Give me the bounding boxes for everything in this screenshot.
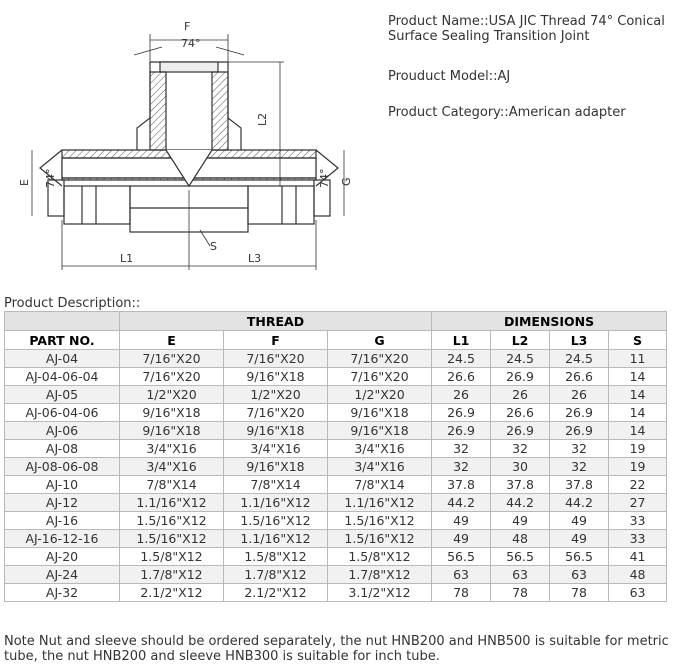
cell-part-no: AJ-32 [5, 584, 120, 602]
dim-label-angle-top: 74° [181, 37, 201, 50]
cell-l3: 24.5 [550, 350, 609, 368]
cell-g: 1.5/8"X12 [328, 548, 432, 566]
table-row [5, 368, 667, 386]
header-e: E [120, 331, 224, 350]
header-dimensions: DIMENSIONS [432, 312, 667, 331]
cell-f: 1.5/16"X12 [224, 512, 328, 530]
dim-label-g: G [340, 177, 353, 186]
dim-label-angle-left: 74° [44, 168, 57, 188]
dim-label-l2: L2 [256, 112, 269, 126]
dim-label-l3: L3 [248, 252, 262, 265]
cell-g: 7/16"X20 [328, 350, 432, 368]
cell-s: 14 [609, 368, 667, 386]
cell-l1: 26.9 [432, 404, 491, 422]
cell-f: 7/8"X14 [224, 476, 328, 494]
table-row [5, 548, 667, 566]
cell-l3: 78 [550, 584, 609, 602]
cell-l2: 30 [491, 458, 550, 476]
cell-l3: 32 [550, 458, 609, 476]
cell-l2: 48 [491, 530, 550, 548]
table-sub-header-row [5, 331, 667, 350]
cell-l3: 37.8 [550, 476, 609, 494]
cell-part-no: AJ-05 [5, 386, 120, 404]
table-row [5, 530, 667, 548]
dim-label-l1: L1 [120, 252, 134, 265]
cell-e: 7/8"X14 [120, 476, 224, 494]
cell-f: 9/16"X18 [224, 458, 328, 476]
cell-g: 1.7/8"X12 [328, 566, 432, 584]
cell-part-no: AJ-08-06-08 [5, 458, 120, 476]
header-blank [5, 312, 120, 331]
tee-fitting-drawing [0, 0, 370, 295]
cell-l2: 78 [491, 584, 550, 602]
cell-l3: 32 [550, 440, 609, 458]
cell-l3: 63 [550, 566, 609, 584]
ordering-note: Note Nut and sleeve should be ordered separately, the nut HNB200 and HNB500 is suitable for metric tube, the nut HNB200 and sleeve HNB300 is suitable for inch tube. [4, 634, 669, 664]
cell-s: 14 [609, 386, 667, 404]
cell-s: 41 [609, 548, 667, 566]
cell-e: 1.5/16"X12 [120, 512, 224, 530]
cell-l1: 44.2 [432, 494, 491, 512]
cell-l2: 26 [491, 386, 550, 404]
cell-part-no: AJ-06-04-06 [5, 404, 120, 422]
cell-f: 9/16"X18 [224, 422, 328, 440]
cell-l1: 49 [432, 530, 491, 548]
table-row [5, 512, 667, 530]
table-group-header-row [5, 312, 667, 331]
cell-l1: 26.9 [432, 422, 491, 440]
cell-g: 9/16"X18 [328, 422, 432, 440]
cell-part-no: AJ-06 [5, 422, 120, 440]
cell-l1: 26 [432, 386, 491, 404]
product-category: Product Category::American adapter [388, 105, 626, 120]
cell-g: 1.1/16"X12 [328, 494, 432, 512]
cell-s: 48 [609, 566, 667, 584]
cell-l2: 49 [491, 512, 550, 530]
cell-f: 1.1/16"X12 [224, 530, 328, 548]
product-description-label: Product Description:: [4, 296, 141, 311]
cell-f: 1.1/16"X12 [224, 494, 328, 512]
cell-s: 33 [609, 512, 667, 530]
cell-s: 19 [609, 458, 667, 476]
cell-l1: 32 [432, 458, 491, 476]
cell-l1: 49 [432, 512, 491, 530]
table-row [5, 458, 667, 476]
cell-g: 9/16"X18 [328, 404, 432, 422]
header-l3: L3 [550, 331, 609, 350]
cell-l1: 63 [432, 566, 491, 584]
cell-s: 11 [609, 350, 667, 368]
cell-part-no: AJ-16 [5, 512, 120, 530]
table-row [5, 476, 667, 494]
cell-l2: 44.2 [491, 494, 550, 512]
dim-label-angle-right: 74° [318, 168, 331, 188]
table-row [5, 584, 667, 602]
cell-part-no: AJ-20 [5, 548, 120, 566]
cell-l1: 56.5 [432, 548, 491, 566]
product-name: Product Name::USA JIC Thread 74° Conical Surface Sealing Transition Joint [388, 14, 665, 44]
cell-l3: 56.5 [550, 548, 609, 566]
cell-l1: 32 [432, 440, 491, 458]
cell-e: 1.5/16"X12 [120, 530, 224, 548]
cell-e: 1/2"X20 [120, 386, 224, 404]
cell-f: 2.1/2"X12 [224, 584, 328, 602]
cell-f: 3/4"X16 [224, 440, 328, 458]
table-row [5, 386, 667, 404]
cell-e: 2.1/2"X12 [120, 584, 224, 602]
cell-g: 1.5/16"X12 [328, 530, 432, 548]
spec-table [4, 311, 667, 602]
table-row [5, 440, 667, 458]
product-model: Prouduct Model::AJ [388, 69, 511, 84]
header-l1: L1 [432, 331, 491, 350]
table-row [5, 350, 667, 368]
cell-g: 3/4"X16 [328, 458, 432, 476]
cell-e: 3/4"X16 [120, 440, 224, 458]
cell-e: 1.1/16"X12 [120, 494, 224, 512]
cell-l3: 49 [550, 512, 609, 530]
cell-s: 14 [609, 422, 667, 440]
cell-l3: 26.9 [550, 422, 609, 440]
header-s: S [609, 331, 667, 350]
header-g: G [328, 331, 432, 350]
cell-g: 1.5/16"X12 [328, 512, 432, 530]
cell-l1: 37.8 [432, 476, 491, 494]
cell-l2: 26.9 [491, 422, 550, 440]
cell-l2: 63 [491, 566, 550, 584]
header-thread: THREAD [120, 312, 432, 331]
dim-label-f: F [184, 20, 191, 33]
cell-g: 7/16"X20 [328, 368, 432, 386]
cell-part-no: AJ-04 [5, 350, 120, 368]
cell-part-no: AJ-24 [5, 566, 120, 584]
cell-part-no: AJ-04-06-04 [5, 368, 120, 386]
cell-g: 7/8"X14 [328, 476, 432, 494]
cell-e: 1.7/8"X12 [120, 566, 224, 584]
cell-s: 22 [609, 476, 667, 494]
cell-l1: 78 [432, 584, 491, 602]
cell-e: 3/4"X16 [120, 458, 224, 476]
cell-e: 9/16"X18 [120, 404, 224, 422]
cell-part-no: AJ-12 [5, 494, 120, 512]
cell-s: 33 [609, 530, 667, 548]
cell-l1: 24.5 [432, 350, 491, 368]
cell-l3: 26.6 [550, 368, 609, 386]
cell-s: 27 [609, 494, 667, 512]
cell-l2: 24.5 [491, 350, 550, 368]
cell-f: 7/16"X20 [224, 404, 328, 422]
header-f: F [224, 331, 328, 350]
cell-l3: 49 [550, 530, 609, 548]
table-row [5, 404, 667, 422]
dim-label-s: S [210, 240, 217, 253]
cell-part-no: AJ-16-12-16 [5, 530, 120, 548]
cell-l2: 37.8 [491, 476, 550, 494]
cell-l3: 26.9 [550, 404, 609, 422]
dim-label-e: E [18, 179, 31, 186]
cell-l2: 56.5 [491, 548, 550, 566]
cell-l2: 32 [491, 440, 550, 458]
cell-part-no: AJ-08 [5, 440, 120, 458]
cell-g: 1/2"X20 [328, 386, 432, 404]
cell-l3: 44.2 [550, 494, 609, 512]
table-row [5, 494, 667, 512]
cell-part-no: AJ-10 [5, 476, 120, 494]
cell-g: 3/4"X16 [328, 440, 432, 458]
cell-l3: 26 [550, 386, 609, 404]
cell-e: 7/16"X20 [120, 350, 224, 368]
cell-f: 1.7/8"X12 [224, 566, 328, 584]
cell-f: 1.5/8"X12 [224, 548, 328, 566]
table-row [5, 422, 667, 440]
cell-s: 14 [609, 404, 667, 422]
cell-e: 1.5/8"X12 [120, 548, 224, 566]
header-l2: L2 [491, 331, 550, 350]
cell-l1: 26.6 [432, 368, 491, 386]
cell-s: 63 [609, 584, 667, 602]
header-part-no: PART NO. [5, 331, 120, 350]
cell-f: 1/2"X20 [224, 386, 328, 404]
cell-l2: 26.9 [491, 368, 550, 386]
cell-f: 9/16"X18 [224, 368, 328, 386]
cell-s: 19 [609, 440, 667, 458]
cell-g: 3.1/2"X12 [328, 584, 432, 602]
cell-f: 7/16"X20 [224, 350, 328, 368]
cell-e: 7/16"X20 [120, 368, 224, 386]
cell-l2: 26.6 [491, 404, 550, 422]
table-row [5, 566, 667, 584]
cell-e: 9/16"X18 [120, 422, 224, 440]
